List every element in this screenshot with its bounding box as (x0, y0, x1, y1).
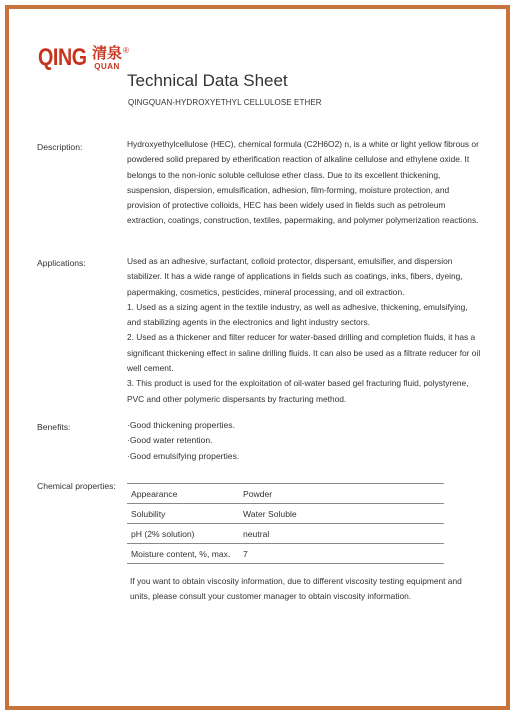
applications-section (127, 254, 482, 407)
registered-mark: ® (123, 46, 129, 55)
property-name: pH (2% solution) (127, 524, 239, 544)
description-text: Hydroxyethylcellulose (HEC), chemical formula (C2H6O2) n, is a white or light yellow fibrous or powdered solid prepared by etherification reaction of alkaline cellulose and ethylene oxide. It belongs to the non-ionic soluble cellulose ether class. Due to its excellent thickening, suspension, dispersion, emulsification, adhesion, film-forming, moisture protection, and provision of protective colloids, HEC has been widely used in fields such as petroleum extraction, coatings, construction, textiles, papermaking, and polymer polymerization reactions. (127, 139, 479, 226)
table-row (127, 544, 444, 564)
property-name: Appearance (127, 484, 239, 504)
property-value: neutral (239, 524, 444, 544)
property-value: 7 (239, 544, 444, 564)
benefit-item: ·Good thickening properties. (127, 420, 235, 430)
logo-chinese-text: 清泉 (92, 45, 123, 62)
applications-intro: Used as an adhesive, surfactant, colloid protector, dispersant, emulsifier, and dispersion stabilizer. It has a wide range of applications in fields such as coatings, inks, fibers, dyeing, papermaking, cosmetics, pesticides, mineral processing, and oil extraction. (127, 256, 463, 297)
table-row (127, 524, 444, 544)
property-name: Moisture content, %, max. (127, 544, 239, 564)
page-title: Technical Data Sheet (127, 71, 288, 90)
table-row (127, 504, 444, 524)
property-value: Powder (239, 484, 444, 504)
table-row (127, 484, 444, 504)
applications-item: 1. Used as a sizing agent in the textile industry, as well as adhesive, thickening, emulsifying, and stabilizing agents in the electronics and light industry sectors. (127, 301, 468, 328)
property-name: Solubility (127, 504, 239, 524)
logo-latin-text: QING (38, 44, 87, 71)
applications-item: 3. This product is used for the exploitation of oil-water based gel fracturing fluid, polystyrene, PVC and other polymeric dispersants by fracturing method. (127, 378, 469, 404)
benefit-item: ·Good water retention. (127, 435, 213, 446)
benefit-item: ·Good emulsifying properties. (127, 450, 240, 461)
benefits-list (127, 418, 482, 464)
applications-item: 2. Used as a thickener and filter reducer for water-based drilling and completion fluids, it has a significant thickening effect in saline drilling fluids. It can also be used as a filtrate reducer for oil well cement. (127, 332, 481, 374)
chemical-properties-table (127, 483, 444, 564)
viscosity-note: If you want to obtain viscosity information, due to different viscosity testing equipment and units, please consult your customer manager to obtain viscosity information. (130, 576, 462, 602)
logo-sub-text: QUAN (94, 62, 120, 71)
description-label: Description: (37, 142, 83, 152)
benefits-label: Benefits: (37, 422, 71, 432)
product-subtitle: QINGQUAN-HYDROXYETHYL CELLULOSE ETHER (128, 98, 322, 107)
brand-logo (38, 46, 129, 71)
chemical-properties-label: Chemical properties: (37, 481, 116, 491)
property-value: Water Soluble (239, 504, 444, 524)
logo-chinese-block (92, 46, 122, 71)
applications-label: Applications: (37, 258, 86, 268)
